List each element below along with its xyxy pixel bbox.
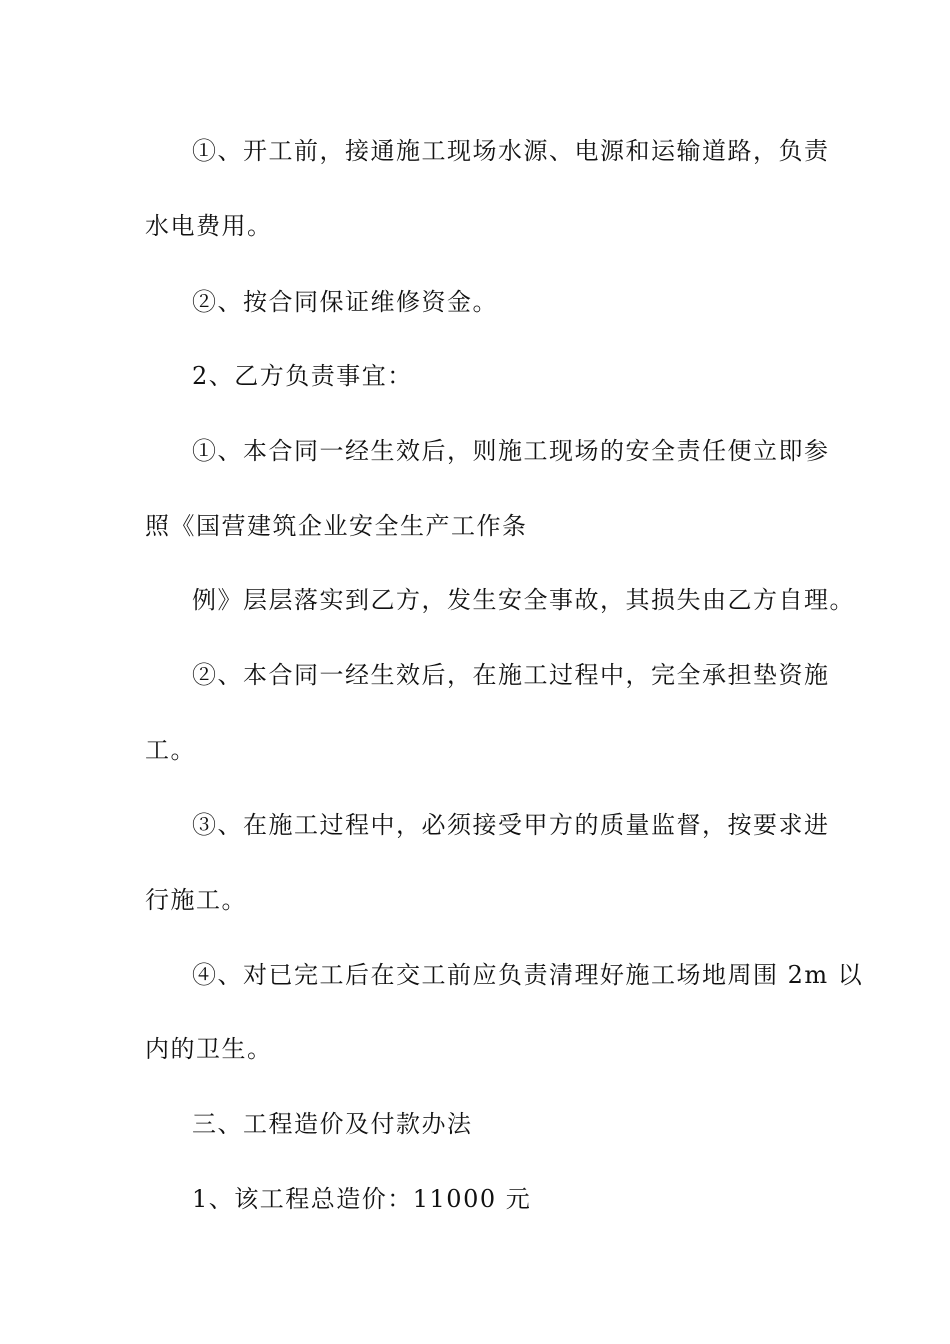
paragraph-line: 水电费用。 (145, 212, 273, 240)
paragraph-line: 内的卫生。 (145, 1035, 273, 1063)
paragraph-line: 例》层层落实到乙方，发生安全事故，其损失由乙方自理。 (192, 586, 855, 614)
paragraph-line: 工。 (145, 736, 196, 764)
paragraph-line: ④、对已完工后在交工前应负责清理好施工场地周围 2m 以 (192, 961, 864, 989)
paragraph-line: ②、本合同一经生效后，在施工过程中，完全承担垫资施 (192, 661, 830, 689)
paragraph-line: 行施工。 (145, 886, 247, 914)
paragraph-line: ②、按合同保证维修资金。 (192, 288, 498, 316)
section-heading: 三、工程造价及付款办法 (192, 1110, 473, 1138)
paragraph-line: 1、该工程总造价：11000 元 (192, 1185, 532, 1213)
paragraph-line: 照《国营建筑企业安全生产工作条 (145, 512, 528, 540)
section-heading: 2、乙方负责事宜： (192, 362, 413, 390)
paragraph-line: ①、开工前，接通施工现场水源、电源和运输道路，负责 (192, 137, 830, 165)
paragraph-line: ③、在施工过程中，必须接受甲方的质量监督，按要求进 (192, 811, 830, 839)
paragraph-line: ①、本合同一经生效后，则施工现场的安全责任便立即参 (192, 437, 830, 465)
